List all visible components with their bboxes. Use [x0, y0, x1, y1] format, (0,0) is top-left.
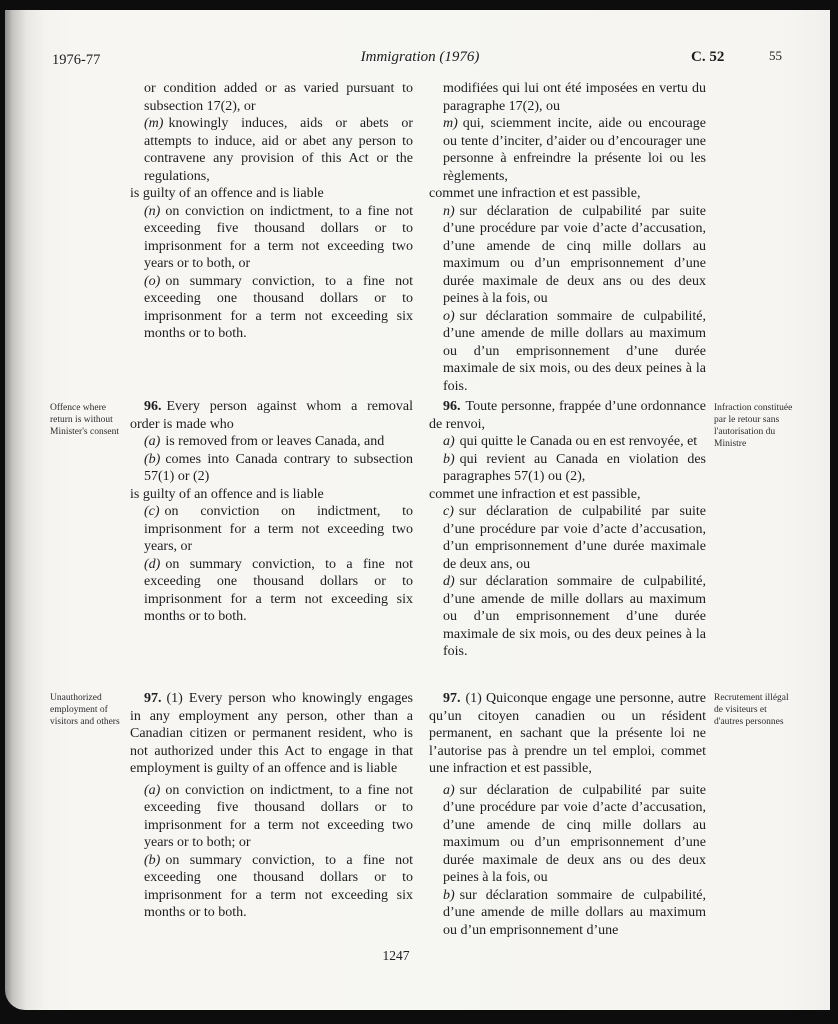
clause-label: n): [443, 203, 455, 219]
clause-paragraph: [130, 115, 413, 185]
clause-paragraph: [429, 451, 706, 486]
section-paragraph: [130, 398, 413, 433]
margin-note-section-96-en: Offence where return is without Minister's consent: [50, 403, 119, 437]
clause-text: on summary conviction, to a fine not exceeding one thousand dollars or to imprisonment for a term not exceeding six months or to both.: [144, 852, 413, 920]
section-number: 96.: [443, 399, 461, 414]
clause-text: sur déclaration de culpabilité par suite d’une procédure par voie d’acte d’accusation, d’une amende de cinq mille dollars au maximum ou d’un emprisonnement d’une durée maximale de deux ans ou des deux peines à la fois, ou: [443, 782, 706, 885]
clause-text: on conviction on indictment, to imprisonment for a term not exceeding two years, or: [144, 504, 413, 554]
clause-label: (c): [144, 504, 160, 519]
clause-paragraph: [130, 782, 413, 852]
clause-label: m): [443, 116, 458, 131]
clause-text: knowingly induces, aids or abets or attempts to induce, aid or abet any person to contravene any provision of this Act or the regulations,: [144, 116, 413, 184]
clause-text: sur déclaration sommaire de culpabilité, d’une amende de mille dollars au maximum ou d’un emprisonnement d’une: [443, 887, 706, 938]
clause-text: on conviction on indictment, to a fine not exceeding five thousand dollars or to imprisonment for a term not exceeding two years or to both, or: [144, 203, 413, 271]
clause-label: (a): [144, 434, 161, 449]
header-chapter: C. 52: [691, 49, 725, 65]
clause-paragraph: [130, 451, 413, 486]
section-text: (1) Every person who knowingly engages in any employment any person, other than a Canadian citizen or permanent resident, who is not authorized under this Act to engage in that employment is guilty of an offence and is liable: [130, 691, 413, 776]
clause-paragraph: [429, 573, 706, 661]
clause-paragraph: [429, 503, 706, 573]
section-text: (1) Quiconque engage une personne, autre qu’un citoyen canadien ou un résident permanent, en sachant que la présente loi ne l’autorise pas à prendre un tel emploi, commet une infraction et est passible,: [429, 691, 706, 776]
clause-paragraph: [429, 782, 706, 887]
header-session: 1976-77: [52, 52, 101, 68]
flush-paragraph: is guilty of an offence and is liable: [130, 486, 324, 502]
clause-paragraph: [130, 433, 413, 451]
clause-label: b): [443, 451, 455, 467]
margin-note-section-97-fr: Recrutement illégal de visiteurs et d'autres personnes: [714, 693, 789, 727]
margin-note-section-97-en: Unauthorized employment of visitors and others: [50, 693, 120, 727]
clause-label: o): [443, 308, 455, 324]
paper-sheet: [5, 10, 830, 1010]
clause-text: on summary conviction, to a fine not exceeding one thousand dollars or to imprisonment for a term not exceeding six months or to both.: [144, 273, 413, 341]
clause-label: (a): [144, 782, 161, 798]
clause-label: a): [443, 782, 455, 798]
clause-label: (n): [144, 203, 161, 219]
flush-paragraph: commet une infraction et est passible,: [429, 186, 641, 201]
paragraph-continuation: or condition added or as varied pursuant to subsection 17(2), or: [144, 81, 413, 114]
section-number: 96.: [144, 399, 162, 414]
english-column-section-97: [130, 690, 413, 922]
clause-label: a): [443, 434, 455, 449]
clause-text: is removed from or leaves Canada, and: [165, 434, 385, 449]
section-paragraph: [429, 398, 706, 433]
clause-text: qui, sciemment incite, aide ou encourage ou tente d’inciter, d’aider ou d’encourager une personne à enfreindre la présente loi ou les règlements,: [443, 116, 706, 184]
section-number: 97.: [144, 691, 162, 706]
english-column-block-1: [130, 80, 413, 343]
clause-label: c): [443, 504, 454, 519]
french-column-block-1: [429, 80, 706, 395]
clause-paragraph: [130, 503, 413, 556]
margin-note-section-96-fr: Infraction constituée par le retour sans l'autorisation du Ministre: [714, 403, 793, 449]
french-column-section-96: [429, 398, 706, 661]
flush-paragraph: is guilty of an offence and is liable: [130, 186, 324, 201]
section-number: 97.: [443, 691, 461, 706]
clause-text: on summary conviction, to a fine not exceeding one thousand dollars or to imprisonment for a term not exceeding six months or to both.: [144, 556, 413, 624]
clause-text: sur déclaration de culpabilité par suite d’une procédure par voie d’acte d’accusation, d’une amende de cinq mille dollars au maximum ou d’un emprisonnement d’une durée maximale de deux ans ou des deux peines à la fois, ou: [443, 203, 706, 306]
clause-text: sur déclaration sommaire de culpabilité, d’une amende de mille dollars au maximum ou d’un emprisonnement d’une durée maximale de six mois, ou des deux peines à la fois.: [443, 308, 706, 394]
clause-paragraph: [429, 115, 706, 185]
clause-label: (m): [144, 116, 164, 131]
section-text: Every person against whom a removal order is made who: [130, 399, 413, 432]
clause-paragraph: [429, 887, 706, 940]
clause-label: (d): [144, 556, 161, 572]
clause-text: comes into Canada contrary to subsection 57(1) or (2): [144, 451, 413, 484]
clause-paragraph: [429, 203, 706, 308]
clause-paragraph: [130, 852, 413, 922]
header-title: Immigration (1976): [360, 49, 480, 65]
clause-text: sur déclaration sommaire de culpabilité, d’une amende de mille dollars au maximum ou d’un emprisonnement d’une durée maximale de six mois, ou des deux peines à la fois.: [443, 574, 706, 659]
clause-text: qui quitte le Canada ou en est renvoyée, et: [459, 434, 698, 449]
paragraph-continuation: modifiées qui lui ont été imposées en vertu du paragraphe 17(2), ou: [443, 81, 706, 114]
section-paragraph: [429, 690, 706, 778]
clause-paragraph: [130, 556, 413, 626]
clause-paragraph: [130, 273, 413, 343]
english-column-section-96: [130, 398, 413, 626]
clause-paragraph: [429, 433, 706, 451]
clause-label: (b): [144, 451, 161, 467]
clause-label: (o): [144, 273, 161, 289]
header-page-number: 55: [769, 48, 782, 63]
flush-paragraph: commet une infraction et est passible,: [429, 486, 641, 502]
clause-paragraph: [429, 308, 706, 396]
clause-text: on conviction on indictment, to a fine not exceeding five thousand dollars or to imprisonment for a term not exceeding two years or to both; or: [144, 782, 413, 850]
clause-label: b): [443, 887, 455, 903]
section-text: Toute personne, frappée d’une ordonnance de renvoi,: [429, 399, 706, 432]
section-paragraph: [130, 690, 413, 778]
footer-page-number: 1247: [382, 948, 410, 963]
clause-text: sur déclaration de culpabilité par suite d’une procédure par voie d’acte d’accusation, d’un emprisonnement d’une durée maximale de deux ans, ou: [443, 504, 706, 572]
french-column-section-97: [429, 690, 706, 939]
clause-paragraph: [130, 203, 413, 273]
clause-label: (b): [144, 852, 161, 868]
clause-label: d): [443, 574, 455, 589]
clause-text: qui revient au Canada en violation des paragraphes 57(1) ou (2),: [443, 451, 706, 484]
